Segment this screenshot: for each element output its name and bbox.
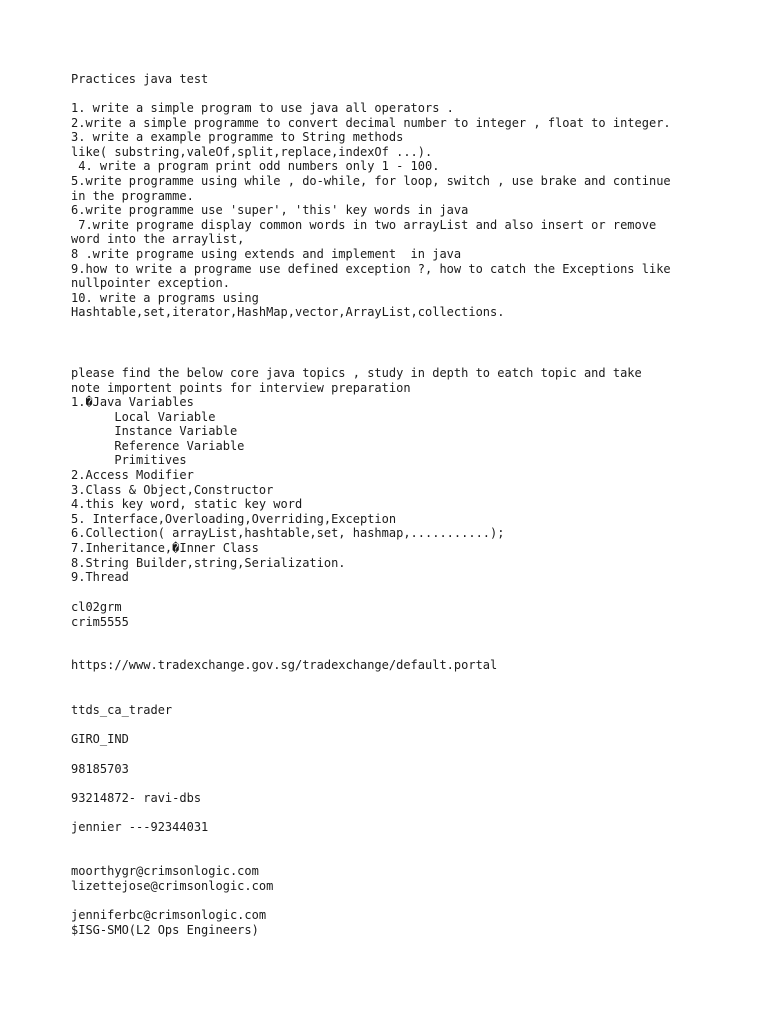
- practice-line: like( substring,valeOf,split,replace,indexOf ...).: [71, 144, 433, 159]
- phone-number: jennier ---92344031: [71, 820, 209, 834]
- giro-block: [71, 732, 129, 747]
- credential-line: crim5555: [71, 614, 129, 629]
- topics-intro: [71, 366, 642, 395]
- topics-intro-line: note importent points for interview preparation: [71, 380, 411, 395]
- practice-line: nullpointer exception.: [71, 276, 230, 291]
- phone-block-1: [71, 762, 129, 777]
- phone-block-2: [71, 791, 201, 806]
- practice-line: 4. write a program print odd numbers only 1 - 100.: [71, 159, 440, 174]
- portal-url: https://www.tradexchange.gov.sg/tradexchange/default.portal: [71, 658, 498, 672]
- topics-intro-line: please find the below core java topics , study in depth to eatch topic and take: [71, 366, 642, 380]
- practice-list: [71, 101, 671, 320]
- url-block: [71, 658, 497, 673]
- topic-line: 4.this key word, static key word: [71, 497, 303, 512]
- email-line: moorthygr@crimsonlogic.com: [71, 864, 259, 878]
- credentials-block: [71, 600, 129, 629]
- phone-number: 98185703: [71, 762, 129, 776]
- practice-line: 3. write a example programme to String methods: [71, 130, 404, 145]
- doc-title-block: [71, 72, 208, 87]
- practice-line: 9.how to write a programe use defined exception ?, how to catch the Exceptions like: [71, 261, 671, 276]
- practice-line: 2.write a simple programme to convert decimal number to integer , float to integer.: [71, 115, 671, 130]
- practice-line: 8 .write programe using extends and implement in java: [71, 246, 462, 261]
- giro-text: GIRO_IND: [71, 732, 129, 746]
- topic-line: Instance Variable: [71, 424, 238, 439]
- topic-line: 2.Access Modifier: [71, 467, 194, 482]
- practice-line: word into the arraylist,: [71, 232, 245, 247]
- practice-line: 1. write a simple program to use java all operators .: [71, 101, 454, 115]
- topic-line: Primitives: [71, 453, 187, 468]
- topic-line: 3.Class & Object,Constructor: [71, 482, 274, 497]
- topic-line: Reference Variable: [71, 438, 245, 453]
- emails-block-a: [71, 864, 273, 893]
- topic-line: 9.Thread: [71, 570, 129, 585]
- group-line: $ISG-SMO(L2 Ops Engineers): [71, 922, 259, 937]
- account-id: ttds_ca_trader: [71, 703, 173, 717]
- topic-line: 5. Interface,Overloading,Overriding,Exception: [71, 511, 397, 526]
- doc-title: Practices java test: [71, 72, 209, 86]
- email-line: lizettejose@crimsonlogic.com: [71, 878, 274, 893]
- practice-line: Hashtable,set,iterator,HashMap,vector,ArrayList,collections.: [71, 305, 505, 320]
- email-line: jenniferbc@crimsonlogic.com: [71, 908, 267, 922]
- practice-line: 6.write programme use 'super', 'this' key words in java: [71, 203, 469, 218]
- practice-line: 5.write programme using while , do-while, for loop, switch , use brake and continue: [71, 173, 671, 188]
- topic-line: 7.Inheritance,�Inner Class: [71, 540, 259, 555]
- practice-line: 10. write a programs using: [71, 290, 259, 305]
- topic-line: Local Variable: [71, 409, 216, 424]
- topic-line: 6.Collection( arrayList,hashtable,set, hashmap,...........);: [71, 526, 505, 541]
- practice-line: in the programme.: [71, 188, 194, 203]
- topic-line: 8.String Builder,string,Serialization.: [71, 555, 346, 570]
- practice-line: 7.write programe display common words in two arrayList and also insert or remove: [71, 217, 657, 232]
- phone-number: 93214872- ravi-dbs: [71, 791, 202, 805]
- topics-list: [71, 395, 504, 585]
- emails-block-b: [71, 908, 266, 937]
- phone-block-3: [71, 820, 208, 835]
- credential-line: cl02grm: [71, 600, 122, 614]
- topic-line: 1.�Java Variables: [71, 395, 194, 409]
- account-block: [71, 703, 172, 718]
